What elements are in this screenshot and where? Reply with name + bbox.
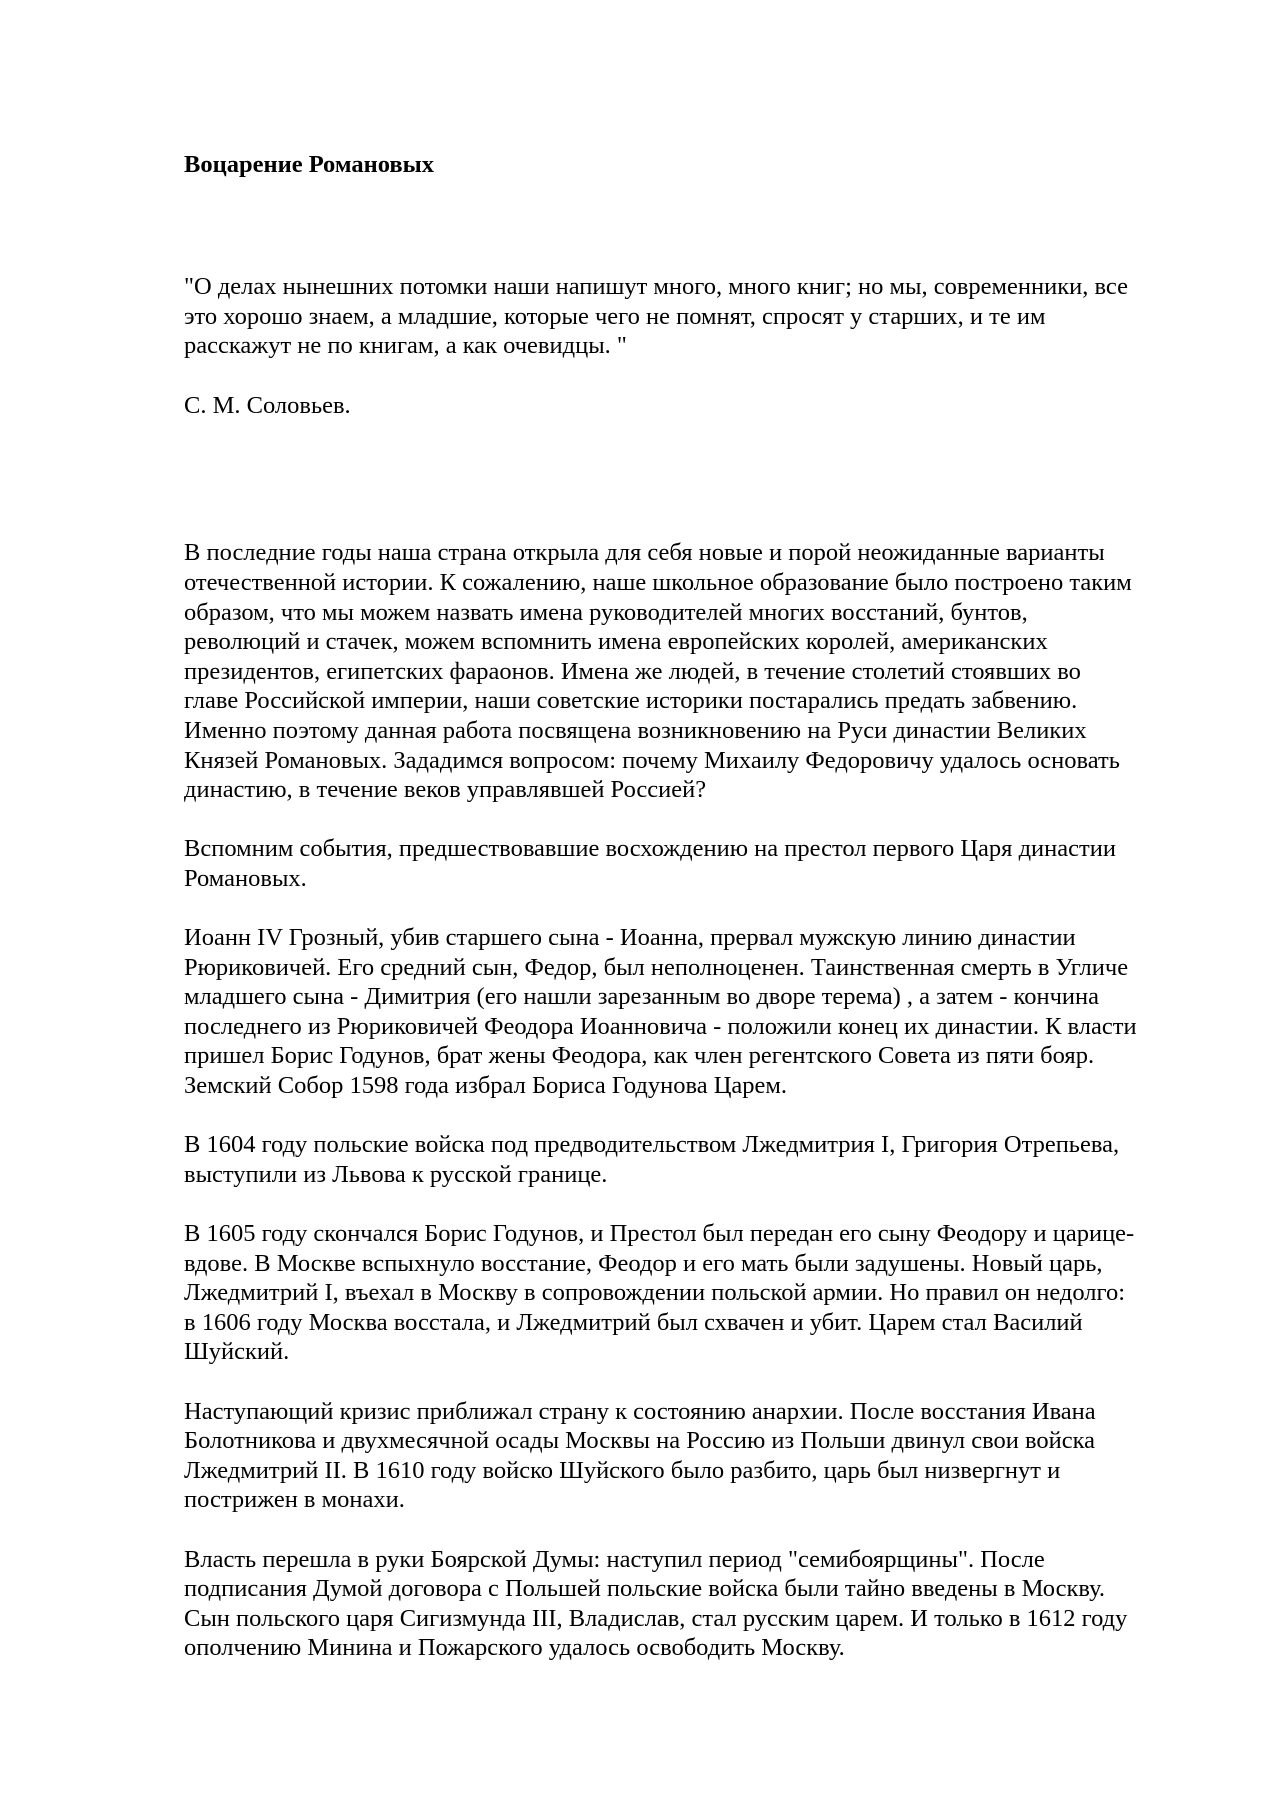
paragraph-ivan-iv: Иоанн IV Грозный, убив старшего сына - Иоанна, прервал мужскую линию династии Рюриковичей. Его средний сын, Федор, был неполноценен. Таинственная смерть в Угличе младшего сына - Димитрия (его нашли зарезанным во дворе терема) , а затем - кончина последнего из Рюриковичей Феодора Иоанновича - положили конец их династии. К власти пришел Борис Годунов, брат жены Феодора, как член регентского Совета из пяти бояр. Земский Собор 1598 года избрал Бориса Годунова Царем. <box>184 924 1137 1100</box>
paragraph-1604: В 1604 году польские войска под предводительством Лжедмитрия I, Григория Отрепьева, выступили из Львова к русской границе. <box>184 1131 1120 1188</box>
paragraph-events: Вспомним события, предшествовавшие восхождению на престол первого Царя династии Романовых. <box>184 835 1116 892</box>
paragraph-1605: В 1605 году скончался Борис Годунов, и Престол был передан его сыну Феодору и царице- вдове. В Москве вспыхнуло восстание, Феодор и его мать были задушены. Новый царь, Лжедмитрий I, въехал в Москву в сопровождении польской армии. Но правил он недолго: в 1606 году Москва восстала, и Лжедмитрий был схвачен и убит. Царем стал Василий Шуйский. <box>184 1220 1135 1366</box>
epigraph-author: С. М. Соловьев. <box>184 391 351 419</box>
epigraph-quote: "О делах нынешних потомки наши напишут много, много книг; но мы, современники, все это хорошо знаем, а младшие, которые чего не помнят, спросят у старших, и те им расскажут не по книгам, а как очевидцы. " <box>184 273 1128 360</box>
document-content <box>184 150 1196 1663</box>
paragraph-intro: В последние годы наша страна открыла для себя новые и порой неожиданные варианты отечественной истории. К сожалению, наше школьное образование было построено таким образом, что мы можем назвать имена руководителей многих восстаний, бунтов, революций и стачек, можем вспомнить имена европейских королей, американских президентов, египетских фараонов. Имена же людей, в течение столетий стоявших во главе Российской империи, наши советские историки постарались предать забвению. Именно поэтому данная работа посвящена возникновению на Руси династии Великих Князей Романовых. Зададимся вопросом: почему Михаилу Федоровичу удалось основать династию, в течение веков управлявшей Россией? <box>184 539 1132 804</box>
paragraph-boyar-duma: Власть перешла в руки Боярской Думы: наступил период "семибоярщины". После подписания Думой договора с Польшей польские войска были тайно введены в Москву. Сын польского царя Сигизмунда III, Владислав, стал русским царем. И только в 1612 году ополчению Минина и Пожарского удалось освободить Москву. <box>184 1545 1128 1662</box>
paragraph-crisis: Наступающий кризис приближал страну к состоянию анархии. После восстания Ивана Болотникова и двухмесячной осады Москвы на Россию из Польши двинул свои войска Лжедмитрий II. В 1610 году войско Шуйского было разбито, царь был низвергнут и пострижен в монахи. <box>184 1397 1096 1514</box>
document-title: Воцарение Романовых <box>184 151 434 178</box>
